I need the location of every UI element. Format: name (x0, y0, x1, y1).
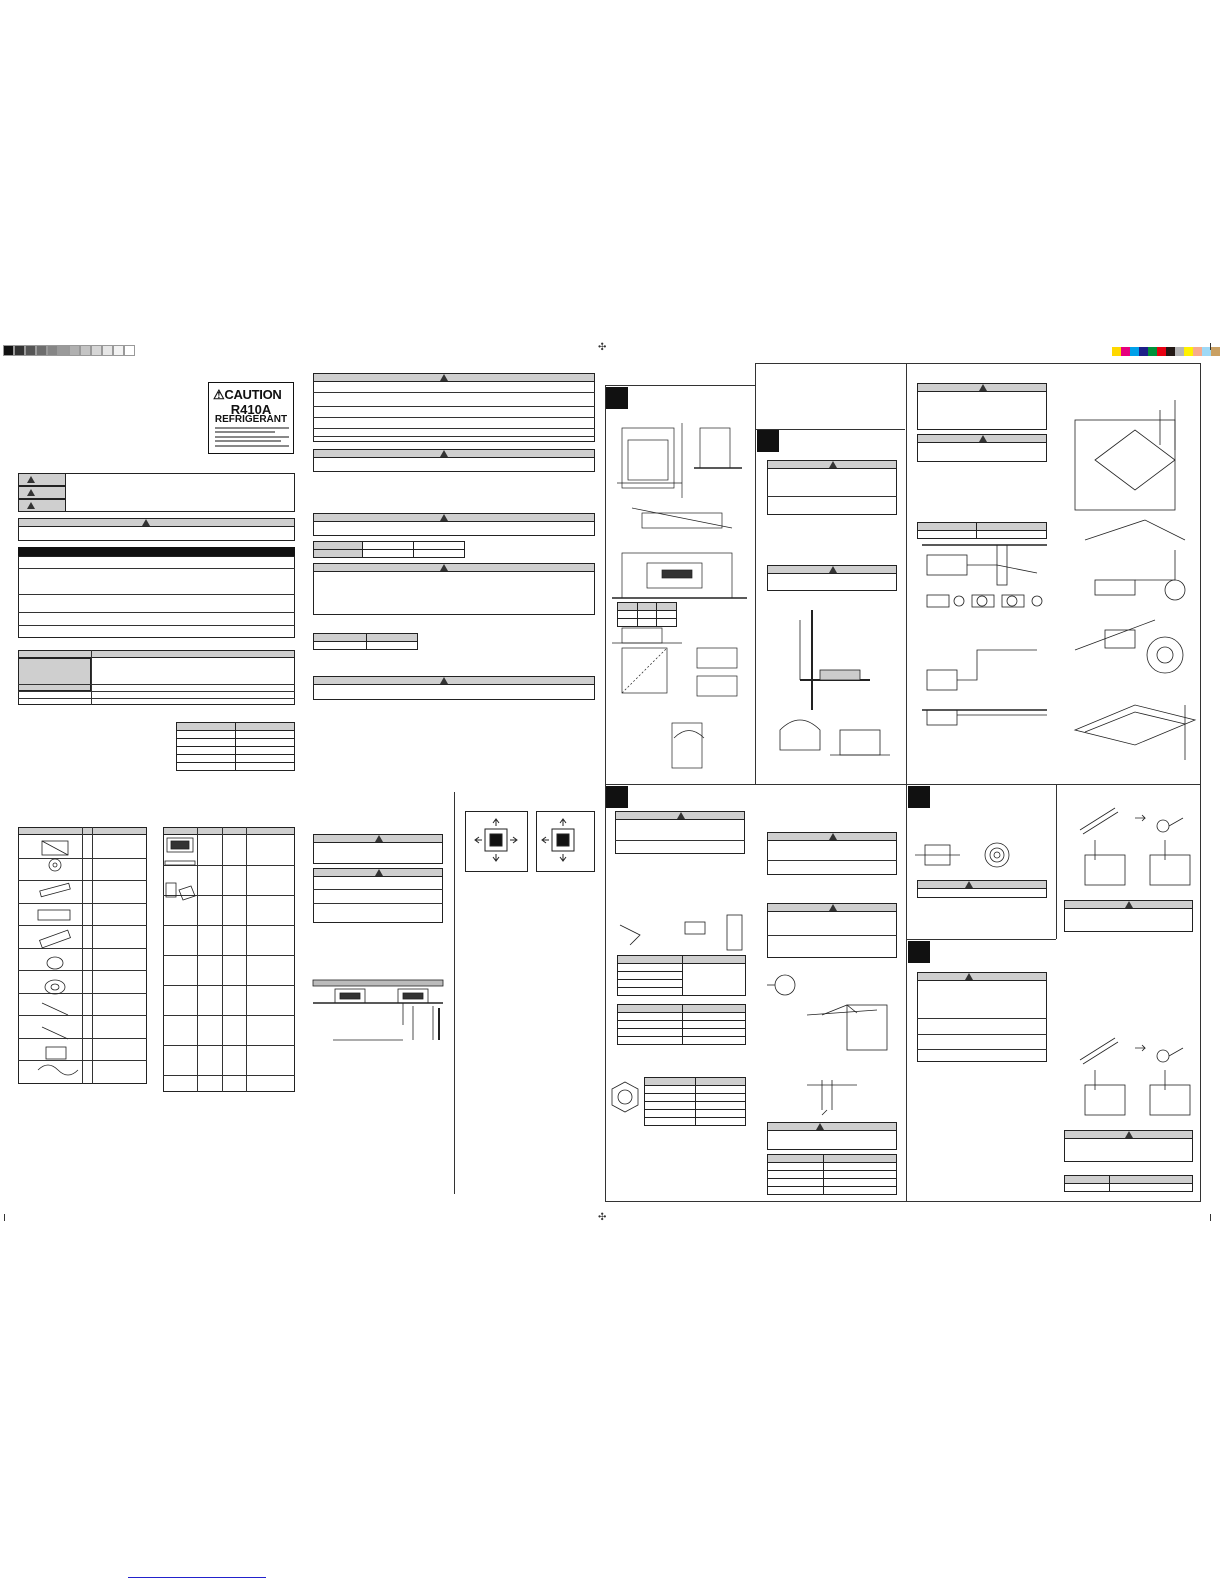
model-table (313, 541, 465, 558)
color-swatch (1112, 347, 1121, 356)
warning-triangle-icon (440, 514, 448, 521)
accessory-drawings-1 (18, 835, 82, 1085)
refrigerant-word: REFRIGERANT (214, 414, 288, 425)
table-row-divider (163, 1015, 295, 1016)
warning-triangle-icon (829, 833, 837, 840)
registration-crosshair-icon: ✣ (598, 1212, 607, 1223)
warning-triangle-icon (829, 904, 837, 911)
color-registration-strip (1112, 343, 1225, 352)
warning-triangle-icon (142, 519, 150, 526)
symbol-cell (18, 473, 66, 486)
unit-dimension-drawing (612, 418, 752, 770)
black-section-bar (18, 547, 295, 556)
grey-swatch (47, 345, 58, 356)
table-row-divider (163, 1045, 295, 1046)
warning-triangle-icon (27, 489, 35, 496)
warning-box (313, 373, 595, 442)
color-swatch (1121, 365, 1130, 374)
warning-triangle-icon (816, 1123, 824, 1130)
color-swatch (1184, 347, 1193, 356)
warning-triangle-icon (440, 450, 448, 457)
warning-triangle-icon (440, 374, 448, 381)
pipe-length-table (767, 1154, 897, 1195)
color-swatch (1175, 347, 1184, 356)
crop-mark (1210, 343, 1211, 350)
color-swatch (1121, 347, 1130, 356)
warning-triangle-icon (27, 476, 35, 483)
footer-link-underline[interactable] (128, 1577, 266, 1578)
warning-triangle-icon (677, 812, 685, 819)
warning-box-header (18, 518, 295, 527)
symbol-cell (18, 499, 66, 512)
grey-swatch (58, 345, 69, 356)
color-swatch (1130, 347, 1139, 356)
crop-mark (1210, 1214, 1211, 1221)
grey-swatch (25, 345, 36, 356)
color-swatch (1193, 347, 1202, 356)
ceiling-installation-diagram (313, 980, 443, 1042)
accessory-drawings-2 (163, 835, 197, 915)
insulation-drawing (915, 835, 1015, 875)
grey-swatch (102, 345, 113, 356)
grey-scale-strip (3, 343, 135, 352)
airflow-arrows-diagram (465, 811, 595, 872)
flare-nut-drawing (610, 1080, 640, 1120)
grey-swatch (113, 345, 124, 356)
table-row-divider (163, 1075, 295, 1076)
warning-triangle-icon (829, 566, 837, 573)
flare-dimension-table (617, 955, 746, 996)
warning-triangle-icon (979, 435, 987, 442)
warning-triangle-icon (440, 564, 448, 571)
piping-connection-drawing (1065, 400, 1195, 760)
grey-swatch (69, 345, 80, 356)
drain-pipe-drawing (917, 540, 1052, 730)
section-marker (908, 941, 930, 963)
clearance-table (313, 633, 418, 650)
grey-swatch (91, 345, 102, 356)
section-marker (757, 430, 779, 452)
small-spec-table (176, 722, 295, 771)
wire-spec-table (1064, 1175, 1193, 1192)
flare-tool-drawing (615, 910, 745, 955)
grey-swatch (3, 345, 14, 356)
table-row-divider (163, 925, 295, 926)
color-swatch (1157, 347, 1166, 356)
hanging-bolt-drawing (790, 600, 890, 770)
warning-triangle-icon (829, 461, 837, 468)
grey-swatch (14, 345, 25, 356)
wiring-connection-drawing-2 (1065, 1030, 1195, 1125)
color-swatch (1211, 347, 1220, 356)
warning-triangle-icon (375, 835, 383, 842)
table-row-divider (163, 985, 295, 986)
spec-table-header (18, 650, 295, 658)
warning-triangle-icon (965, 881, 973, 888)
dimension-table (617, 602, 677, 627)
drain-pipe-table (917, 522, 1047, 539)
section-marker (908, 786, 930, 808)
warning-triangle-icon (965, 973, 973, 980)
section-marker (606, 786, 628, 808)
wrench-connection-drawing (767, 965, 897, 1115)
caution-heading: ⚠CAUTION (213, 387, 282, 402)
warning-triangle-icon (440, 677, 448, 684)
wiring-connection-drawing-1 (1065, 800, 1195, 895)
registration-crosshair-icon: ✣ (598, 342, 607, 353)
grey-swatch (80, 345, 91, 356)
color-swatch (1139, 347, 1148, 356)
symbol-cell (18, 486, 66, 499)
torque-table (617, 1004, 746, 1045)
grey-swatch (36, 345, 47, 356)
table-row-divider (163, 955, 295, 956)
warning-triangle-icon (27, 502, 35, 509)
color-swatch (1148, 347, 1157, 356)
refrigerant-type: R410A (230, 402, 272, 417)
warning-triangle-icon (979, 384, 987, 391)
crop-mark (4, 1214, 5, 1221)
color-swatch (1112, 365, 1121, 374)
color-swatch (1166, 347, 1175, 356)
warning-triangle-icon (1125, 901, 1133, 908)
section-marker (606, 387, 628, 409)
warning-triangle-icon (375, 869, 383, 876)
caution-refrigerant-label (208, 382, 294, 454)
warning-triangle-icon (1125, 1131, 1133, 1138)
flare-nut-table (644, 1077, 746, 1126)
grey-swatch (124, 345, 135, 356)
